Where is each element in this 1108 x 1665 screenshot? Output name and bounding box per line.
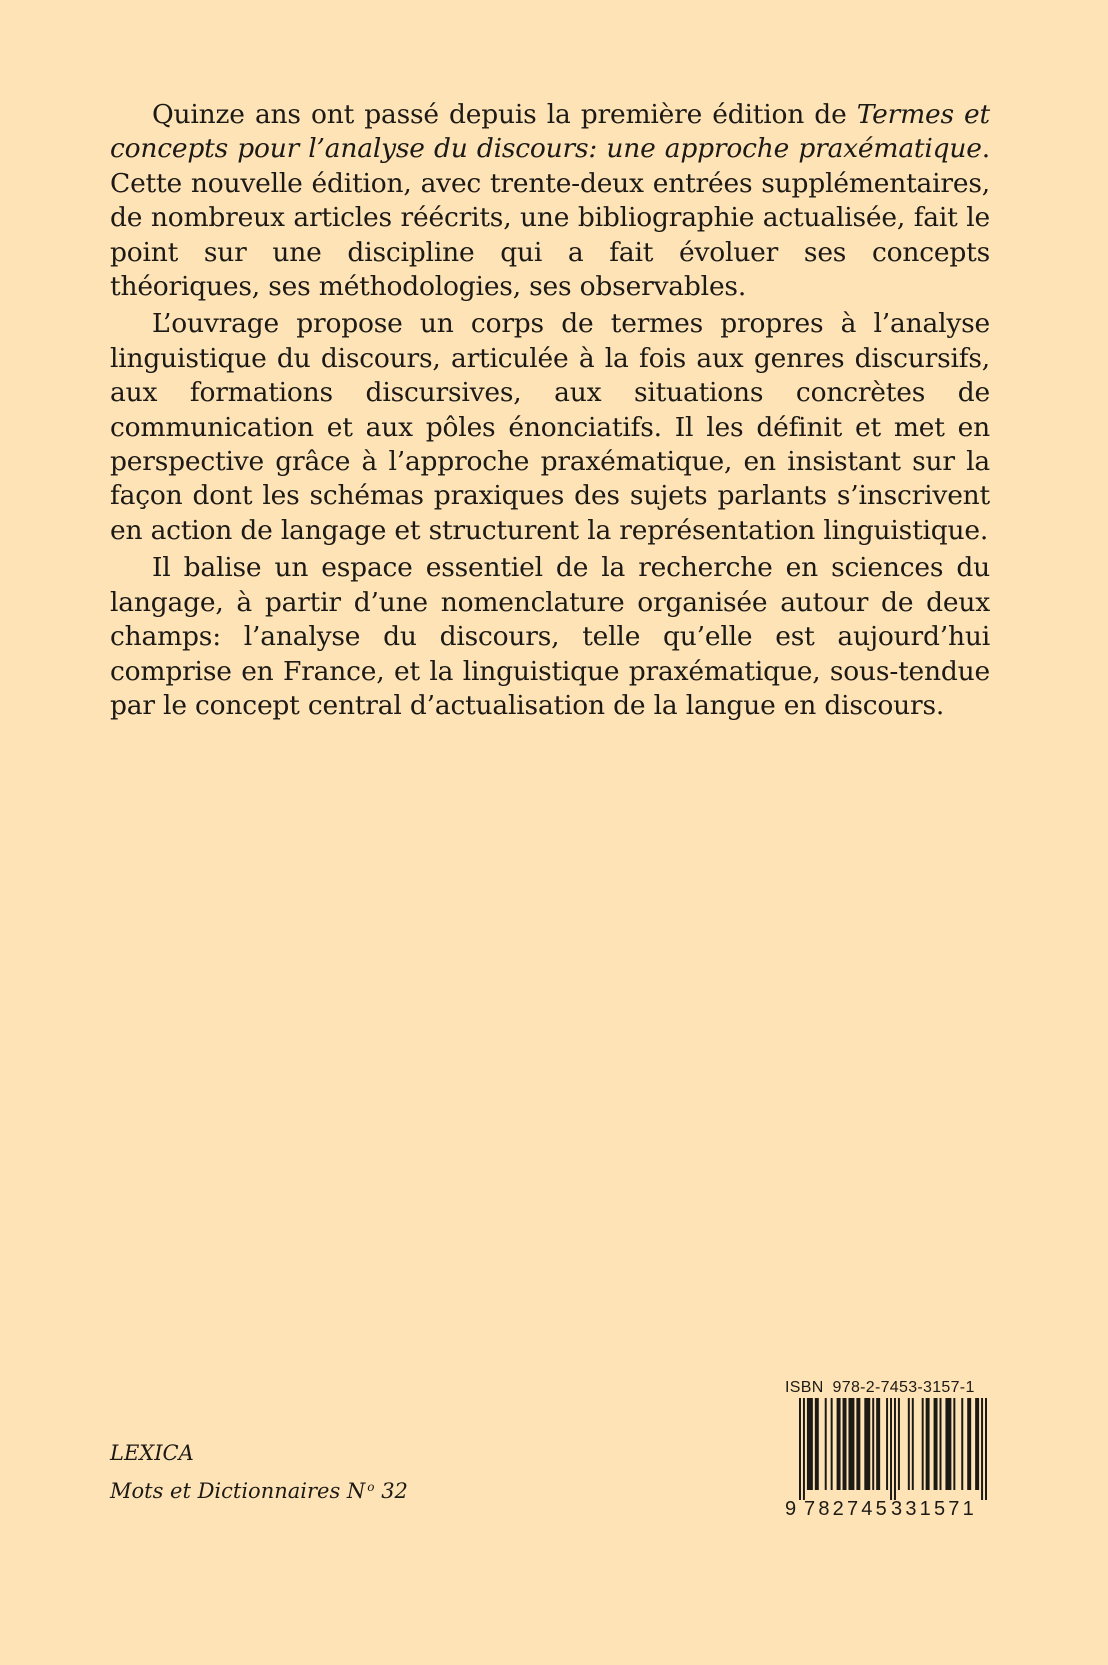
barcode-bar [926, 1398, 930, 1490]
barcode-bar [886, 1398, 888, 1490]
barcode-bar [961, 1398, 963, 1490]
isbn-label: ISBN [785, 1379, 824, 1396]
barcode-bar [843, 1398, 847, 1490]
barcode-bar [848, 1398, 854, 1490]
barcode-bar [825, 1398, 827, 1490]
barcode-bar [945, 1398, 951, 1490]
isbn-text [785, 1378, 985, 1398]
barcode-bars [799, 1398, 987, 1500]
book-title-italic: Termes et concepts pour l’analyse du discours: une approche praxématique [110, 99, 990, 165]
isbn-number: 978-2-7453-3157-1 [832, 1379, 975, 1396]
barcode-bar [876, 1398, 880, 1490]
barcode-digits [785, 1500, 985, 1526]
barcode-bar [975, 1398, 979, 1490]
barcode-guard-bar [981, 1398, 983, 1500]
barcode-bar [922, 1398, 924, 1490]
number-symbol: o [367, 1480, 375, 1494]
series-collection [110, 1470, 408, 1508]
barcode-bar [967, 1398, 971, 1490]
barcode-lead-digit: 9 [785, 1498, 800, 1520]
barcode-bar [837, 1398, 841, 1490]
barcode-bar [864, 1398, 870, 1490]
barcode-bar [872, 1398, 874, 1490]
barcode-guard-bar [803, 1398, 805, 1500]
series-number: 32 [374, 1479, 408, 1503]
barcode-bar [912, 1398, 914, 1490]
paragraph-1-end: . Cette nouvelle édition, avec trente-deux entrées supplémentaires, de nombreux articles réécrits, une bibliographie actualisée, fait le point sur une discipline qui a fait évoluer ses concepts théoriques, ses méthodologies, ses observables. [110, 133, 990, 303]
barcode-bar [908, 1398, 910, 1490]
barcode-guard-bar [894, 1398, 896, 1500]
paragraph-2: L’ouvrage propose un corps de termes propres à l’analyse linguistique du discours, articulée à la fois aux genres discursifs, aux formations discursives, aux situations concrètes de communication et aux pôles énonciatifs. Il les définit et met en perspective grâce à l’approche praxématique, en insistant sur la façon dont les schémas praxiques des sujets parlants s’inscrivent en action de langage et structurent la représentation linguistique. [110, 308, 990, 546]
barcode-bar [815, 1398, 819, 1490]
barcode-bar [807, 1398, 813, 1490]
paragraph-1 [110, 98, 990, 304]
paragraph-3: Il balise un espace essentiel de la recherche en sciences du langage, à partir d’une nomenclature organisée autour de deux champs: l’analyse du discours, telle qu’elle est aujourd’hui comprise en France, et la linguistique praxématique, sous-tendue par le concept central d’actualisation de la langue en discours. [110, 552, 990, 721]
barcode-guard-bar [985, 1398, 987, 1500]
series-collection-label: Mots et Dictionnaires N [110, 1479, 366, 1503]
barcode-bar [940, 1398, 942, 1490]
barcode-guard-bar [799, 1398, 801, 1500]
barcode-bar [856, 1398, 860, 1490]
back-cover-text [110, 98, 990, 723]
barcode-left-group: 782745 [804, 1498, 890, 1520]
barcode-bar [831, 1398, 833, 1490]
series-name: LEXICA [110, 1441, 194, 1465]
paragraph-1-start: Quinze ans ont passé depuis la première édition de [152, 99, 857, 130]
series-info [110, 1436, 408, 1508]
barcode-guard-bar [890, 1398, 892, 1500]
barcode-bar [898, 1398, 900, 1490]
barcode-right-group: 331571 [891, 1498, 977, 1520]
barcode-bar [934, 1398, 938, 1490]
barcode-bar [953, 1398, 955, 1490]
isbn-barcode [785, 1378, 985, 1526]
